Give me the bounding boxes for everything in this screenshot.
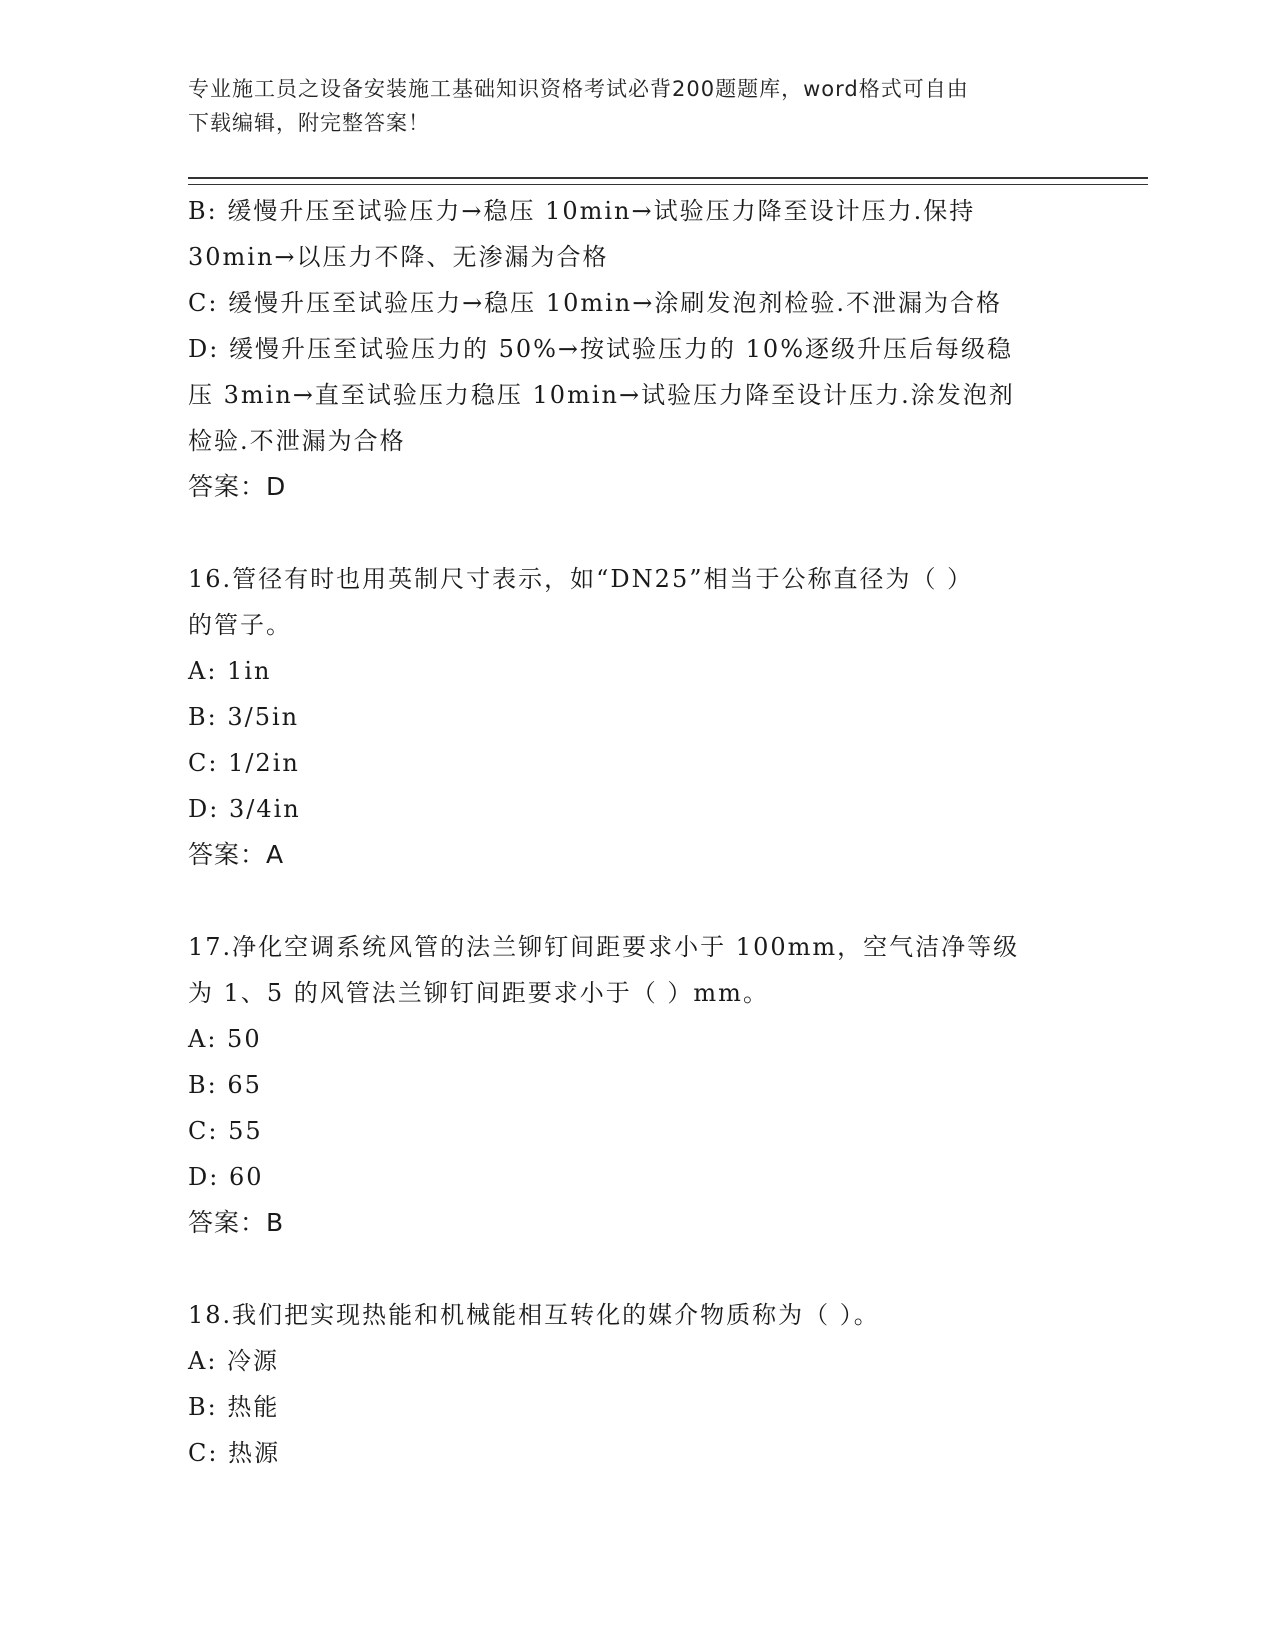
question-stem-continued: 的管子。 [188, 611, 292, 639]
question-17 [188, 924, 1088, 1246]
spacer [188, 1246, 1088, 1292]
option-a: A: 1in [188, 657, 272, 685]
question-stem: 17.净化空调系统风管的法兰铆钉间距要求小于 100mm，空气洁净等级 [188, 933, 1020, 961]
option-a: A: 冷源 [188, 1347, 280, 1375]
option-d-continued: 压 3min→直至试验压力稳压 10min→试验压力降至设计压力.涂发泡剂 [188, 381, 1015, 409]
option-d: D: 60 [188, 1163, 264, 1191]
answer: 答案：B [188, 1208, 285, 1237]
option-c: C: 55 [188, 1117, 263, 1145]
option-b: B: 缓慢升压至试验压力→稳压 10min→试验压力降至设计压力.保持 [188, 197, 976, 225]
header-line-1: 专业施工员之设备安装施工基础知识资格考试必背200题题库，word格式可自由 [188, 77, 969, 101]
option-c: C: 热源 [188, 1439, 281, 1467]
header-divider [188, 177, 1148, 185]
answer: 答案：A [188, 840, 285, 869]
document-body [188, 188, 1088, 1476]
option-d-continued: 检验.不泄漏为合格 [188, 427, 406, 455]
spacer [188, 510, 1088, 556]
option-b: B: 热能 [188, 1393, 280, 1421]
option-b-continued: 30min→以压力不降、无渗漏为合格 [188, 243, 609, 271]
option-d: D: 3/4in [188, 795, 301, 823]
question-16 [188, 556, 1088, 878]
option-b: B: 3/5in [188, 703, 300, 731]
option-b: B: 65 [188, 1071, 262, 1099]
question-stem-continued: 为 1、5 的风管法兰铆钉间距要求小于（ ）mm。 [188, 979, 769, 1007]
question-18 [188, 1292, 1088, 1476]
option-a: A: 50 [188, 1025, 262, 1053]
option-c: C: 1/2in [188, 749, 300, 777]
spacer [188, 878, 1088, 924]
question-stem: 18.我们把实现热能和机械能相互转化的媒介物质称为（ ）。 [188, 1301, 880, 1329]
document-header [188, 72, 1088, 140]
question-15-tail [188, 188, 1088, 510]
option-c: C: 缓慢升压至试验压力→稳压 10min→涂刷发泡剂检验.不泄漏为合格 [188, 289, 1002, 317]
header-line-2: 下载编辑，附完整答案！ [188, 111, 430, 135]
option-d: D: 缓慢升压至试验压力的 50%→按试验压力的 10%逐级升压后每级稳 [188, 335, 1014, 363]
answer: 答案：D [188, 472, 287, 501]
question-stem: 16.管径有时也用英制尺寸表示，如“DN25”相当于公称直径为（ ） [188, 565, 974, 593]
